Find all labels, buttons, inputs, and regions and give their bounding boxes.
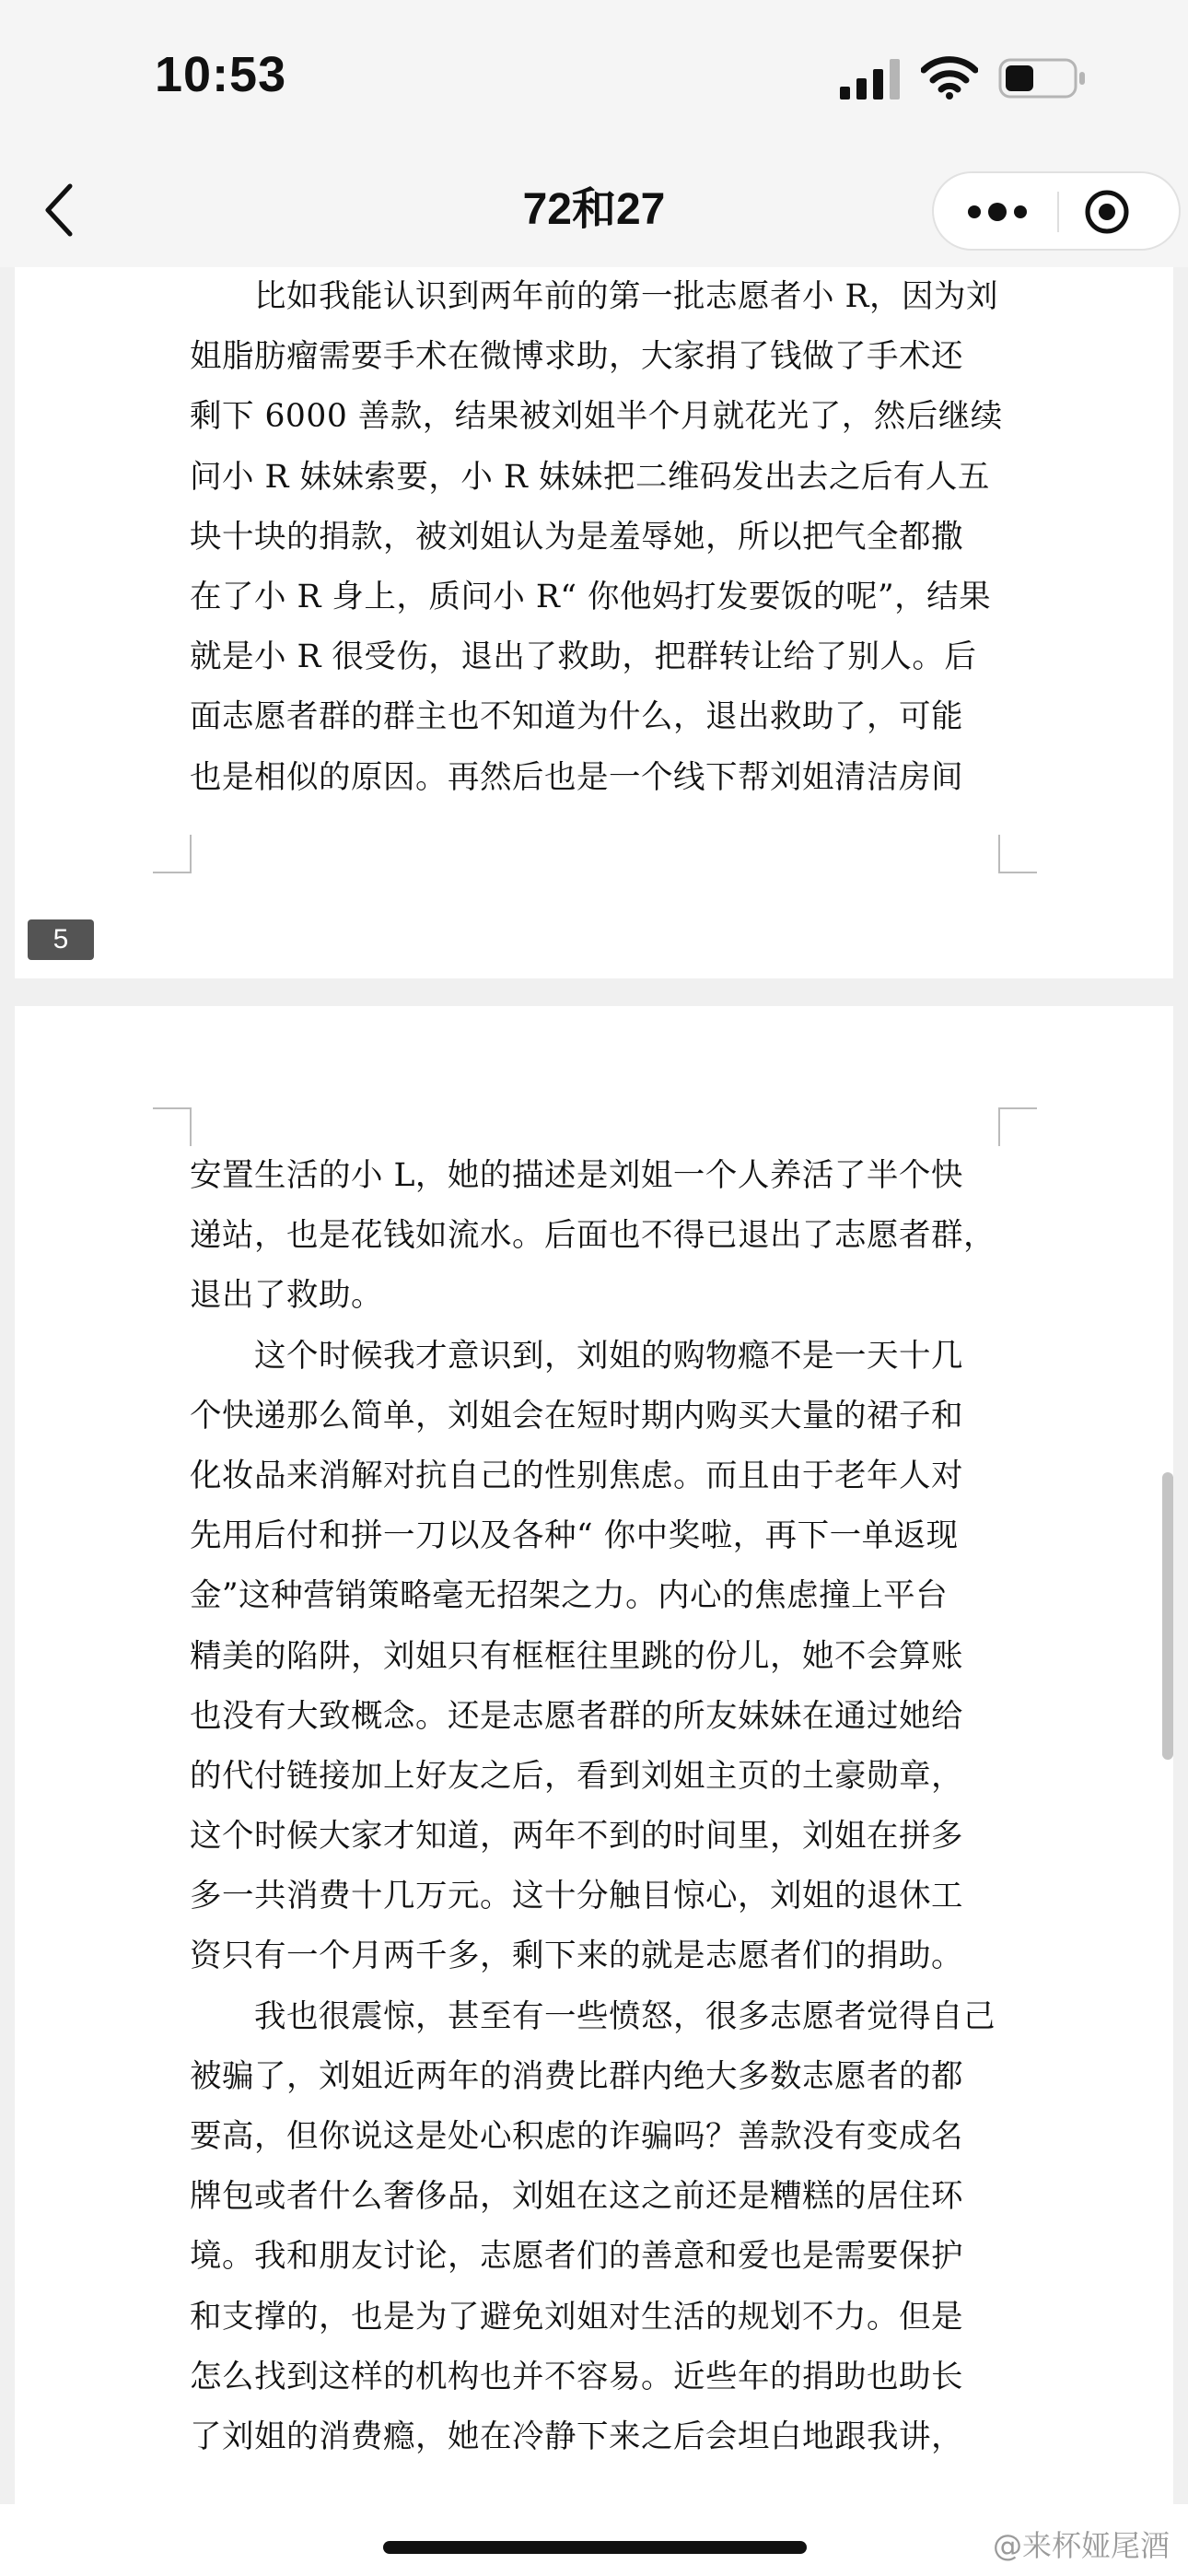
text-line: 资只有一个月两千多，剩下来的就是志愿者们的捐助。 bbox=[190, 1938, 963, 1975]
text-line: 退出了救助。 bbox=[190, 1277, 383, 1315]
text-line: 怎么找到这样的机构也并不容易。近些年的捐助也助长 bbox=[190, 2358, 963, 2395]
document-page bbox=[15, 1006, 1173, 2504]
page-title: 72和27 bbox=[522, 185, 666, 234]
text-line: 这个时候大家才知道，两年不到的时间里，刘姐在拼多 bbox=[190, 1818, 963, 1856]
text-line: 剩下 6000 善款，结果被刘姐半个月就花光了，然后继续 bbox=[190, 398, 1003, 436]
text-line: 和支撑的，也是为了避免刘姐对生活的规划不力。但是 bbox=[190, 2298, 963, 2336]
text-line: 了刘姐的消费瘾，她在冷静下来之后会坦白地跟我讲， bbox=[190, 2418, 963, 2455]
page-text bbox=[190, 267, 1024, 808]
scrollbar[interactable] bbox=[1162, 1472, 1173, 1760]
text-line: 安置生活的小 L，她的描述是刘姐一个人养活了半个快 bbox=[190, 1157, 963, 1194]
text-line: 牌包或者什么奢侈品，刘姐在这之前还是糟糕的居住环 bbox=[190, 2178, 963, 2216]
watermark: @来杯娅尾酒 bbox=[992, 2528, 1170, 2563]
text-line: 的代付链接加上好友之后，看到刘姐主页的土豪勋章， bbox=[190, 1757, 963, 1795]
text-line: 金”这种营销策略毫无招架之力。内心的焦虑撞上平台 bbox=[190, 1577, 949, 1615]
cellular-signal-icon bbox=[840, 59, 901, 100]
text-line: 面志愿者群的群主也不知道为什么，退出救助了，可能 bbox=[190, 698, 963, 736]
page-corner-mark bbox=[153, 1107, 192, 1146]
text-line: 问小 R 妹妹索要，小 R 妹妹把二维码发出去之后有人五 bbox=[190, 458, 990, 496]
mini-program-capsule bbox=[932, 171, 1181, 251]
text-line: 这个时候我才意识到，刘姐的购物瘾不是一天十几 bbox=[190, 1337, 963, 1375]
page-corner-mark bbox=[153, 835, 192, 873]
page-number-badge: 5 bbox=[28, 919, 94, 960]
text-line: 也是相似的原因。再然后也是一个线下帮刘姐清洁房间 bbox=[190, 758, 963, 796]
wifi-icon bbox=[921, 55, 978, 100]
page-text bbox=[190, 1146, 1024, 2467]
document-page bbox=[15, 267, 1173, 978]
text-line: 块十块的捐款，被刘姐认为是羞辱她，所以把气全都撒 bbox=[190, 518, 963, 556]
close-target-icon[interactable] bbox=[1083, 188, 1131, 236]
text-line: 比如我能认识到两年前的第一批志愿者小 R，因为刘 bbox=[190, 278, 998, 315]
text-line: 在了小 R 身上，质问小 R“ 你他妈打发要饭的呢”，结果 bbox=[190, 578, 992, 615]
text-line: 境。我和朋友讨论，志愿者们的善意和爱也是需要保护 bbox=[190, 2238, 963, 2276]
capsule-divider bbox=[1057, 192, 1059, 232]
text-line: 多一共消费十几万元。这十分触目惊心，刘姐的退休工 bbox=[190, 1878, 963, 1915]
status-time: 10:53 bbox=[155, 47, 287, 102]
page-corner-mark bbox=[998, 1107, 1037, 1146]
more-icon[interactable] bbox=[963, 201, 1031, 223]
text-line: 我也很震惊，甚至有一些愤怒，很多志愿者觉得自己 bbox=[190, 1997, 996, 2035]
text-line: 要高，但你说这是处心积虑的诈骗吗？善款没有变成名 bbox=[190, 2118, 963, 2155]
text-line: 递站，也是花钱如流水。后面也不得已退出了志愿者群， bbox=[190, 1217, 996, 1255]
text-line: 个快递那么简单，刘姐会在短时期内购买大量的裙子和 bbox=[190, 1397, 963, 1434]
back-icon[interactable] bbox=[41, 181, 77, 240]
text-line: 化妆品来消解对抗自己的性别焦虑。而且由于老年人对 bbox=[190, 1457, 963, 1494]
home-indicator[interactable] bbox=[383, 2541, 807, 2554]
text-line: 先用后付和拼一刀以及各种“ 你中奖啦，再下一单返现 bbox=[190, 1517, 959, 1555]
text-line: 姐脂肪瘤需要手术在微博求助，大家捐了钱做了手术还 bbox=[190, 338, 963, 376]
page-corner-mark bbox=[998, 835, 1037, 873]
text-line: 也没有大致概念。还是志愿者群的所友妹妹在通过她给 bbox=[190, 1697, 963, 1735]
battery-icon bbox=[998, 57, 1087, 100]
text-line: 精美的陷阱，刘姐只有框框往里跳的份儿，她不会算账 bbox=[190, 1637, 963, 1675]
text-line: 被骗了，刘姐近两年的消费比群内绝大多数志愿者的都 bbox=[190, 2057, 963, 2095]
text-line: 就是小 R 很受伤，退出了救助，把群转让给了别人。后 bbox=[190, 638, 977, 676]
